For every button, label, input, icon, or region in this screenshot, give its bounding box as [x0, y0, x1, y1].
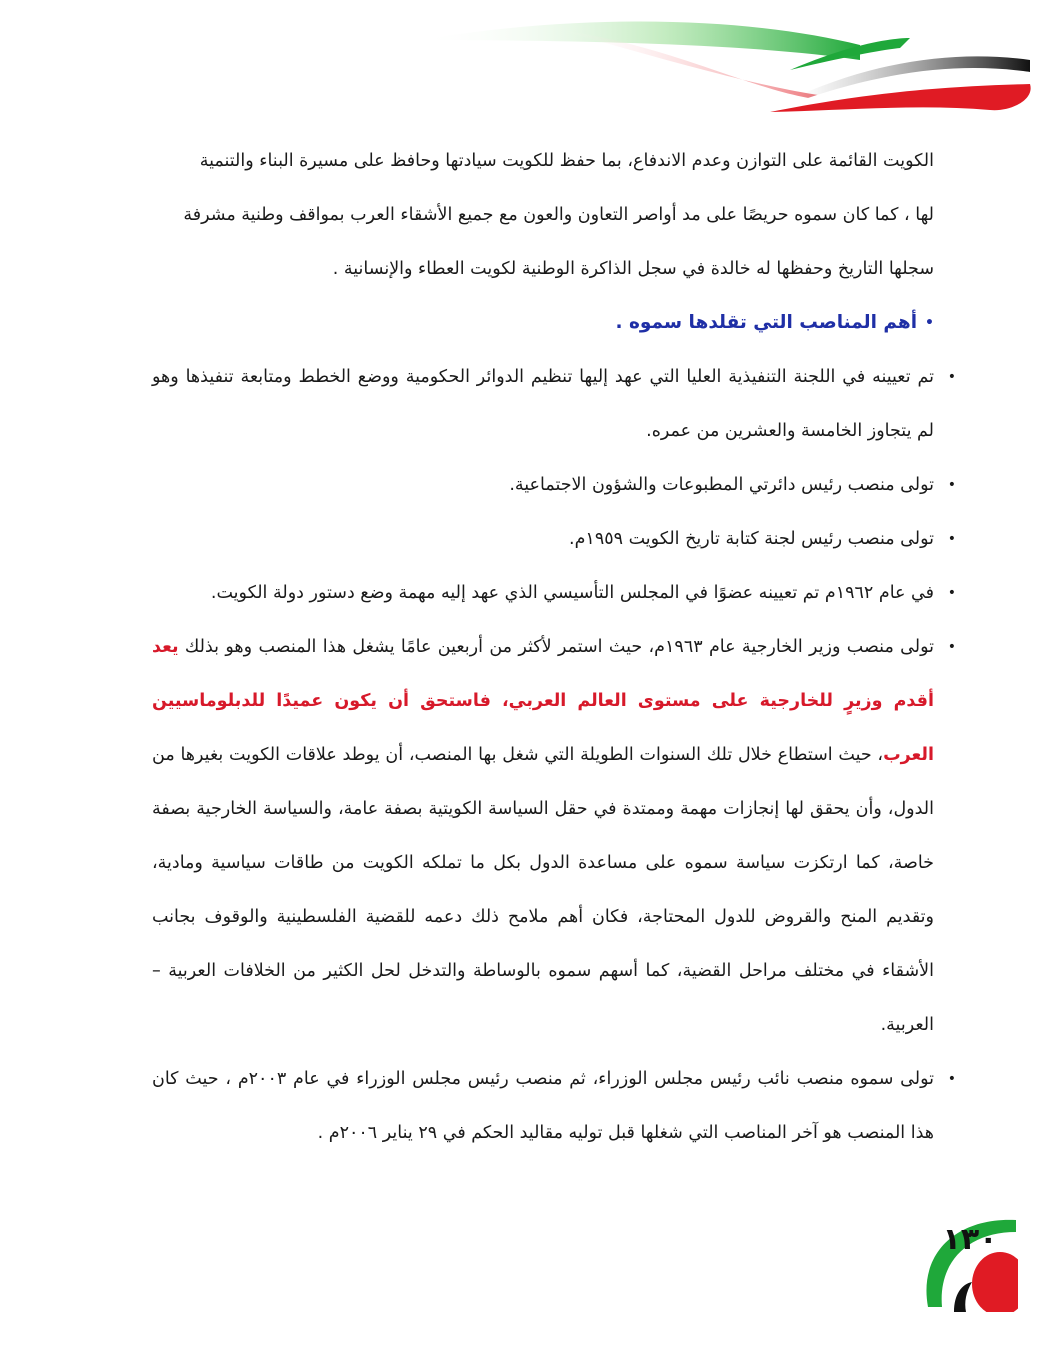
list-item-text: تولى منصب رئيس لجنة كتابة تاريخ الكويت ١٩٥٩م. [569, 529, 934, 549]
list-item [152, 458, 956, 512]
flag-banner-decoration [0, 0, 1062, 130]
bullet-icon: • [947, 1071, 956, 1087]
positions-list [152, 350, 956, 1160]
intro-line-3: سجلها التاريخ وحفظها له خالدة في سجل الذاكرة الوطنية لكويت العطاء والإنسانية . [332, 259, 934, 279]
list-item-foreign-minister [152, 620, 956, 1052]
list-item-text: تم تعيينه في اللجنة التنفيذية العليا التي عهد إليها تنظيم الدوائر الحكومية ووضع الخطط ومتابعة تنفيذها وهو لم يتجاوز الخامسة والعشرين من عمره. [152, 367, 934, 441]
bullet-icon: • [947, 369, 956, 385]
list-item-text: في عام ١٩٦٢م تم تعيينه عضوًا في المجلس التأسيسي الذي عهد إليه مهمة وضع دستور دولة الكويت. [210, 583, 934, 603]
page-number: ١٣٠ [942, 1222, 998, 1257]
list-item-text: تولى سموه منصب نائب رئيس مجلس الوزراء، ثم منصب رئيس مجلس الوزراء في عام ٢٠٠٣م ، حيث كان هذا المنصب هو آخر المناصب التي شغلها قبل توليه مقاليد الحكم في ٢٩ يناير ٢٠٠٦م . [152, 1069, 934, 1143]
section-heading-text: أهم المناصب التي تقلدها سموه . [615, 312, 918, 333]
document-body [152, 134, 956, 1160]
bullet-icon: • [947, 477, 956, 493]
list-item [152, 512, 956, 566]
intro-line-1: الكويت القائمة على التوازن وعدم الاندفاع، بما حفظ للكويت سيادتها وحافظ على مسيرة البناء والتنمية [199, 151, 934, 171]
list-item [152, 566, 956, 620]
bullet-icon: • [947, 531, 956, 547]
list-item [152, 350, 956, 458]
bullet-icon: • [947, 639, 956, 655]
list-item-text-part1: تولى منصب وزير الخارجية عام ١٩٦٣م، حيث استمر لأكثر من أربعين عامًا يشغل هذا المنصب وهو بذلك [178, 637, 935, 657]
bullet-icon: • [947, 585, 956, 601]
highlighted-text: يعد أقدم وزيرٍ للخارجية على مستوى العالم العربي، فاستحق أن يكون عميدًا للدبلوماسيين العرب [152, 637, 934, 765]
intro-line-2: لها ، كما كان سموه حريصًا على مد أواصر التعاون والعون مع جميع الأشقاء العرب بمواقف وطنية مشرفة [183, 205, 934, 225]
heading-bullet: • [925, 315, 934, 331]
section-heading [152, 296, 934, 350]
list-item-text: تولى منصب رئيس دائرتي المطبوعات والشؤون الاجتماعية. [509, 475, 934, 495]
list-item [152, 1052, 956, 1160]
list-item-text-part2: ، حيث استطاع خلال تلك السنوات الطويلة التي شغل بها المنصب، أن يوطد علاقات الكويت بغيرها من الدول، وأن يحقق لها إنجازات مهمة وممتدة في حقل السياسة الكويتية بصفة عامة، والسياسة الخارجية بصفة خاصة، كما ارتكزت سياسة سموه على مساعدة الدول بكل ما تملكه الكويت من طاقات سياسية ومادية، وتقديم المنح والقروض للدول المحتاجة، فكان أهم ملامح ذلك دعمه للقضية الفلسطينية والوقوف بجانب الأشقاء في مختلف مراحل القضية، كما أسهم سموه بالوساطة والتدخل لحل الكثير من الخلافات العربية – العربية. [152, 745, 934, 1035]
